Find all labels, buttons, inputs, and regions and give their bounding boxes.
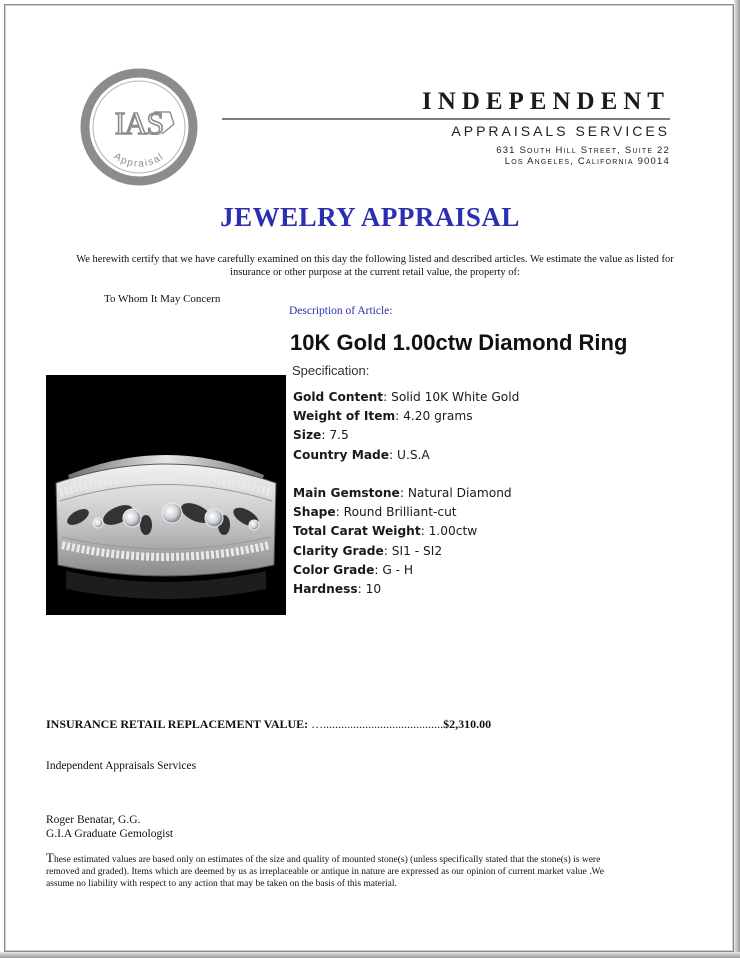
spec-value: 4.20 grams: [403, 409, 473, 424]
spec-list: [293, 388, 519, 599]
spec-key: Size: [293, 428, 322, 443]
spec-value: Natural Diamond: [407, 486, 512, 500]
certification-text: We herewith certify that we have carefully examined on this day the following listed and described articles. We estimate the value as listed for insurance or other purpose at the current retail value, the property of:: [76, 254, 674, 278]
frame-shadow-right: [734, 0, 740, 958]
address-line-1: 631 South Hill Street, Suite 22: [496, 145, 670, 156]
spec-value: U.S.A: [397, 447, 430, 462]
company-name: INDEPENDENT: [422, 88, 670, 115]
recipient: To Whom It May Concern: [104, 293, 221, 305]
disclaimer-body: hese estimated values are based only on estimates of the size and quality of mounted stone(s) (unless specifically stated that the stone(s) is were removed and graded). Items which are deemed by us as irreplaceable or antique in nature are expressed as our opinion of current market value .We assume no liability with respect to any action that may be taken on the basis of this material.: [46, 855, 604, 889]
spec-key: Main Gemstone: [293, 486, 400, 500]
specification-label: Specification:: [292, 363, 370, 378]
spec-value: Solid 10K White Gold: [391, 390, 520, 404]
spec-value: SI1 - SI2: [391, 543, 443, 558]
spec-row: Gold Content: Solid 10K White Gold: [293, 390, 520, 404]
description-label: Description of Article:: [289, 305, 393, 317]
spec-value: G - H: [382, 562, 414, 577]
spec-key: Color Grade: [293, 562, 375, 577]
signer-block: [46, 813, 173, 841]
logo-letters: IAS: [114, 105, 164, 141]
gem-spec-row: Main Gemstone: Natural Diamond: [293, 486, 512, 500]
gem-spec-row: Hardness: 10: [293, 582, 382, 597]
gem-spec-row: Clarity Grade: SI1 - SI2: [293, 543, 443, 558]
frame-shadow-bottom: [0, 952, 740, 958]
logo-word: Appraisal: [111, 150, 167, 170]
spec-key: Weight of Item: [293, 409, 396, 424]
disclaimer-initial: T: [46, 850, 54, 865]
signer-name: Roger Benatar, G.G.: [46, 814, 141, 826]
ring-illustration: [46, 375, 286, 615]
article-title: 10K Gold 1.00ctw Diamond Ring: [290, 330, 628, 355]
spec-value: 7.5: [329, 428, 349, 443]
gem-spec-row: Total Carat Weight: 1.00ctw: [293, 524, 478, 539]
spec-value: Round Brilliant-cut: [343, 505, 457, 520]
spec-value: 10: [365, 582, 382, 597]
spec-value: 1.00ctw: [428, 524, 478, 539]
company-signature: Independent Appraisals Services: [46, 760, 197, 772]
gem-spec-row: Color Grade: G - H: [293, 562, 414, 577]
insurance-amount: $2,310.00: [443, 717, 492, 731]
insurance-value-line: [46, 717, 491, 732]
company-subtitle: APPRAISALS SERVICES: [451, 123, 670, 139]
spec-key: Total Carat Weight: [293, 524, 421, 539]
signer-title: G.I.A Graduate Gemologist: [46, 828, 174, 840]
disclaimer-text: [46, 852, 606, 890]
address-line-2: Los Angeles, California 90014: [504, 156, 670, 167]
ring-photo: [46, 375, 286, 615]
spec-key: Gold Content: [293, 390, 384, 404]
spec-row: Weight of Item: 4.20 grams: [293, 409, 473, 424]
spec-key: Clarity Grade: [293, 543, 384, 558]
header-divider: [222, 118, 670, 120]
insurance-leader-dots: …........................................: [311, 717, 444, 731]
document-title: JEWELRY APPRAISAL: [220, 202, 520, 232]
spec-key: Shape: [293, 505, 336, 520]
spec-row: Country Made: U.S.A: [293, 447, 430, 462]
spec-key: Hardness: [293, 582, 358, 597]
gem-spec-row: Shape: Round Brilliant-cut: [293, 505, 457, 520]
insurance-label: INSURANCE RETAIL REPLACEMENT VALUE:: [46, 717, 309, 731]
spec-key: Country Made: [293, 447, 390, 462]
spec-row: Size: 7.5: [293, 428, 349, 443]
